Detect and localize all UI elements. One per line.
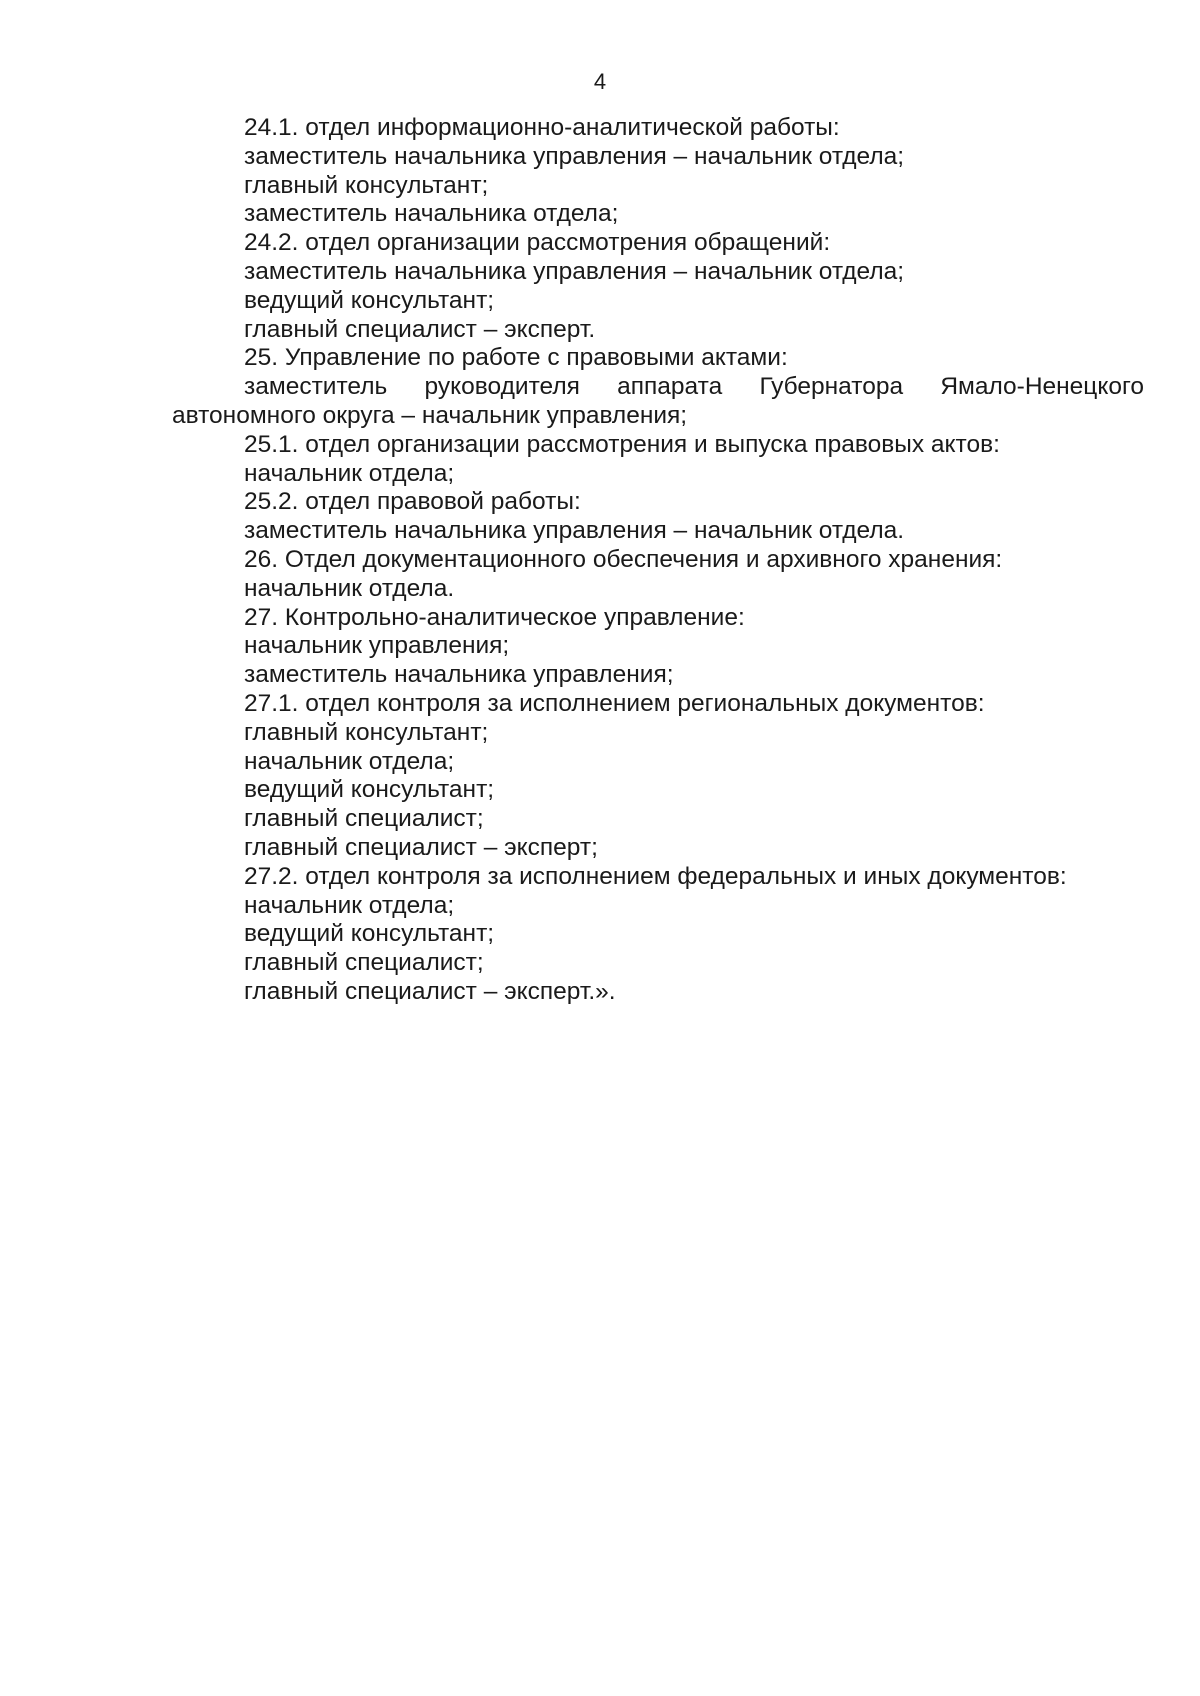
text-line: 27.2. отдел контроля за исполнением федеральных и иных документов: (244, 862, 1067, 890)
text-line: заместитель начальника управления; (244, 661, 674, 689)
document-body (172, 114, 1144, 1007)
text-line: ведущий консультант; (244, 776, 495, 804)
text-line: главный специалист – эксперт. (244, 315, 596, 343)
text-line: заместитель начальника отдела; (244, 200, 619, 228)
text-line: главный консультант; (244, 171, 489, 199)
text-line: заместитель руководителя аппарата Губернатора Ямало-Ненецкого (244, 373, 1144, 401)
page-number: 4 (593, 69, 607, 94)
text-line: начальник отдела; (244, 747, 455, 775)
text-line: 27.1. отдел контроля за исполнением региональных документов: (244, 689, 985, 717)
text-line: начальник отдела. (244, 574, 455, 602)
text-line: заместитель начальника управления – начальник отдела; (244, 142, 905, 170)
text-line: начальник отдела; (244, 891, 455, 919)
text-line: 25. Управление по работе с правовыми актами: (244, 344, 788, 372)
text-line: автономного округа – начальник управления; (172, 401, 688, 429)
text-line: 24.2. отдел организации рассмотрения обращений: (244, 229, 831, 257)
text-line: главный специалист – эксперт.». (244, 977, 616, 1005)
text-line: главный специалист; (244, 949, 484, 977)
text-line: заместитель начальника управления – начальник отдела. (244, 517, 905, 545)
text-line: главный специалист – эксперт; (244, 833, 598, 861)
text-line: начальник отдела; (244, 459, 455, 487)
text-line: 26. Отдел документационного обеспечения и архивного хранения: (244, 545, 1003, 573)
text-line: главный специалист; (244, 805, 484, 833)
text-line: 25.1. отдел организации рассмотрения и выпуска правовых актов: (244, 430, 1000, 458)
text-line: 24.1. отдел информационно-аналитической работы: (244, 114, 840, 141)
text-line: главный консультант; (244, 718, 489, 746)
text-line: 27. Контрольно-аналитическое управление: (244, 603, 745, 631)
text-line: ведущий консультант; (244, 920, 495, 948)
text-line: ведущий консультант; (244, 286, 495, 314)
text-line: начальник управления; (244, 632, 510, 660)
text-line: заместитель начальника управления – начальник отдела; (244, 257, 905, 285)
text-line: 25.2. отдел правовой работы: (244, 488, 581, 516)
